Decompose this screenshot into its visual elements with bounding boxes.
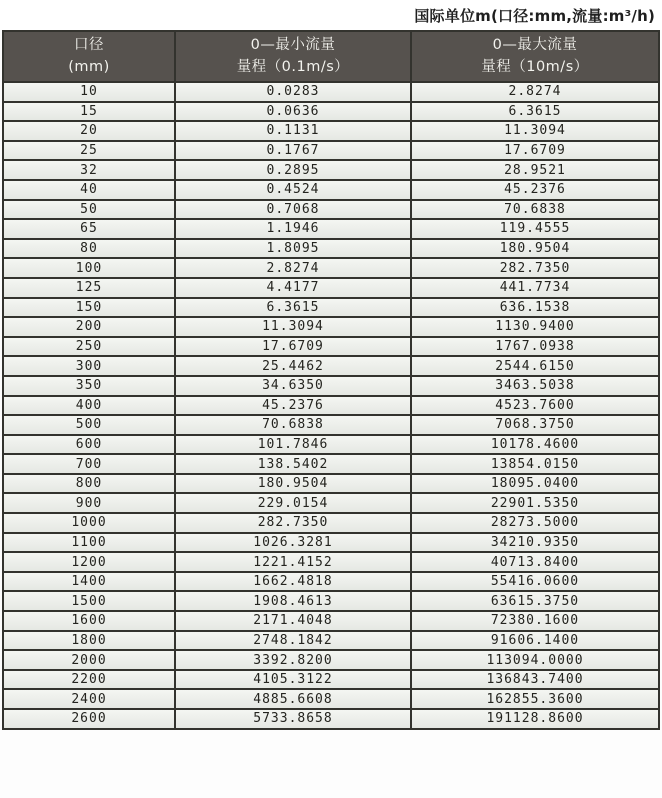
table-row [3,180,659,200]
col-header-diameter-line1: 口径 [74,37,104,54]
cell-max-flow: 72380.1600 [411,611,659,631]
cell-max-flow: 34210.9350 [411,533,659,553]
col-header-diameter-line2: (mm) [68,58,110,75]
cell-diameter: 1000 [3,513,175,533]
flow-range-table [2,30,660,730]
cell-max-flow: 119.4555 [411,219,659,239]
col-header-min-flow [175,31,411,82]
cell-diameter: 500 [3,415,175,435]
cell-min-flow: 4885.6608 [175,689,411,709]
cell-max-flow: 17.6709 [411,141,659,161]
table-row [3,513,659,533]
cell-diameter: 2400 [3,689,175,709]
cell-max-flow: 11.3094 [411,121,659,141]
cell-min-flow: 6.3615 [175,298,411,318]
table-row [3,631,659,651]
cell-min-flow: 282.7350 [175,513,411,533]
col-header-max-flow-line2: 量程（10m/s） [481,58,589,75]
cell-max-flow: 40713.8400 [411,552,659,572]
table-row [3,533,659,553]
cell-min-flow: 1221.4152 [175,552,411,572]
table-row [3,650,659,670]
col-header-max-flow-line1: 0—最大流量 [492,37,578,54]
cell-min-flow: 2748.1842 [175,631,411,651]
cell-diameter: 20 [3,121,175,141]
cell-diameter: 32 [3,160,175,180]
cell-diameter: 65 [3,219,175,239]
cell-max-flow: 180.9504 [411,239,659,259]
cell-diameter: 1800 [3,631,175,651]
cell-min-flow: 2171.4048 [175,611,411,631]
cell-min-flow: 2.8274 [175,258,411,278]
cell-min-flow: 1908.4613 [175,591,411,611]
table-row [3,454,659,474]
cell-min-flow: 180.9504 [175,474,411,494]
cell-max-flow: 7068.3750 [411,415,659,435]
cell-max-flow: 1767.0938 [411,337,659,357]
cell-max-flow: 28273.5000 [411,513,659,533]
cell-max-flow: 2.8274 [411,82,659,102]
cell-min-flow: 17.6709 [175,337,411,357]
cell-min-flow: 0.0283 [175,82,411,102]
table-row [3,200,659,220]
table-body [3,82,659,729]
cell-diameter: 250 [3,337,175,357]
cell-diameter: 300 [3,356,175,376]
table-row [3,298,659,318]
cell-min-flow: 25.4462 [175,356,411,376]
cell-min-flow: 34.6350 [175,376,411,396]
cell-min-flow: 101.7846 [175,435,411,455]
table-row [3,396,659,416]
cell-diameter: 2000 [3,650,175,670]
cell-min-flow: 45.2376 [175,396,411,416]
table-row [3,376,659,396]
cell-diameter: 1200 [3,552,175,572]
table-row [3,239,659,259]
cell-diameter: 800 [3,474,175,494]
table-row [3,121,659,141]
cell-diameter: 900 [3,493,175,513]
cell-max-flow: 282.7350 [411,258,659,278]
cell-max-flow: 3463.5038 [411,376,659,396]
table-row [3,82,659,102]
cell-max-flow: 2544.6150 [411,356,659,376]
cell-min-flow: 0.1767 [175,141,411,161]
cell-max-flow: 70.6838 [411,200,659,220]
table-row [3,141,659,161]
cell-diameter: 10 [3,82,175,102]
table-row [3,356,659,376]
cell-max-flow: 13854.0150 [411,454,659,474]
table-row [3,611,659,631]
cell-diameter: 80 [3,239,175,259]
cell-min-flow: 0.1131 [175,121,411,141]
cell-diameter: 100 [3,258,175,278]
cell-diameter: 600 [3,435,175,455]
cell-min-flow: 70.6838 [175,415,411,435]
table-row [3,493,659,513]
cell-max-flow: 22901.5350 [411,493,659,513]
cell-max-flow: 10178.4600 [411,435,659,455]
cell-max-flow: 191128.8600 [411,709,659,729]
cell-max-flow: 18095.0400 [411,474,659,494]
cell-max-flow: 1130.9400 [411,317,659,337]
cell-min-flow: 0.4524 [175,180,411,200]
cell-max-flow: 162855.3600 [411,689,659,709]
cell-min-flow: 138.5402 [175,454,411,474]
cell-min-flow: 5733.8658 [175,709,411,729]
table-row [3,219,659,239]
page-title: 国际单位m(口径:mm,流量:m³/h) [414,6,655,25]
table-row [3,552,659,572]
table-row [3,689,659,709]
cell-diameter: 40 [3,180,175,200]
cell-diameter: 350 [3,376,175,396]
cell-diameter: 2600 [3,709,175,729]
table-row [3,278,659,298]
cell-max-flow: 45.2376 [411,180,659,200]
cell-min-flow: 1.1946 [175,219,411,239]
cell-max-flow: 441.7734 [411,278,659,298]
cell-diameter: 1500 [3,591,175,611]
cell-diameter: 1100 [3,533,175,553]
table-row [3,337,659,357]
cell-max-flow: 91606.1400 [411,631,659,651]
table-header-row [3,31,659,82]
table-row [3,572,659,592]
title-bar [0,0,662,30]
cell-diameter: 15 [3,102,175,122]
cell-min-flow: 0.0636 [175,102,411,122]
cell-max-flow: 55416.0600 [411,572,659,592]
cell-diameter: 700 [3,454,175,474]
cell-diameter: 2200 [3,670,175,690]
table-row [3,435,659,455]
cell-max-flow: 28.9521 [411,160,659,180]
table-row [3,670,659,690]
col-header-min-flow-line2: 量程（0.1m/s） [236,58,350,75]
cell-min-flow: 1662.4818 [175,572,411,592]
cell-diameter: 200 [3,317,175,337]
cell-min-flow: 4105.3122 [175,670,411,690]
cell-min-flow: 1.8095 [175,239,411,259]
table-row [3,709,659,729]
cell-min-flow: 1026.3281 [175,533,411,553]
table-row [3,317,659,337]
cell-max-flow: 636.1538 [411,298,659,318]
col-header-diameter [3,31,175,82]
cell-diameter: 400 [3,396,175,416]
cell-min-flow: 4.4177 [175,278,411,298]
cell-diameter: 1600 [3,611,175,631]
cell-max-flow: 63615.3750 [411,591,659,611]
cell-min-flow: 0.7068 [175,200,411,220]
cell-diameter: 25 [3,141,175,161]
table-row [3,102,659,122]
cell-diameter: 125 [3,278,175,298]
cell-max-flow: 4523.7600 [411,396,659,416]
table-row [3,258,659,278]
cell-min-flow: 0.2895 [175,160,411,180]
table-row [3,474,659,494]
cell-min-flow: 229.0154 [175,493,411,513]
col-header-max-flow [411,31,659,82]
cell-diameter: 50 [3,200,175,220]
cell-diameter: 1400 [3,572,175,592]
table-row [3,160,659,180]
cell-max-flow: 6.3615 [411,102,659,122]
col-header-min-flow-line1: 0—最小流量 [250,37,336,54]
table-row [3,415,659,435]
table-row [3,591,659,611]
cell-max-flow: 136843.7400 [411,670,659,690]
cell-diameter: 150 [3,298,175,318]
cell-min-flow: 3392.8200 [175,650,411,670]
cell-min-flow: 11.3094 [175,317,411,337]
cell-max-flow: 113094.0000 [411,650,659,670]
